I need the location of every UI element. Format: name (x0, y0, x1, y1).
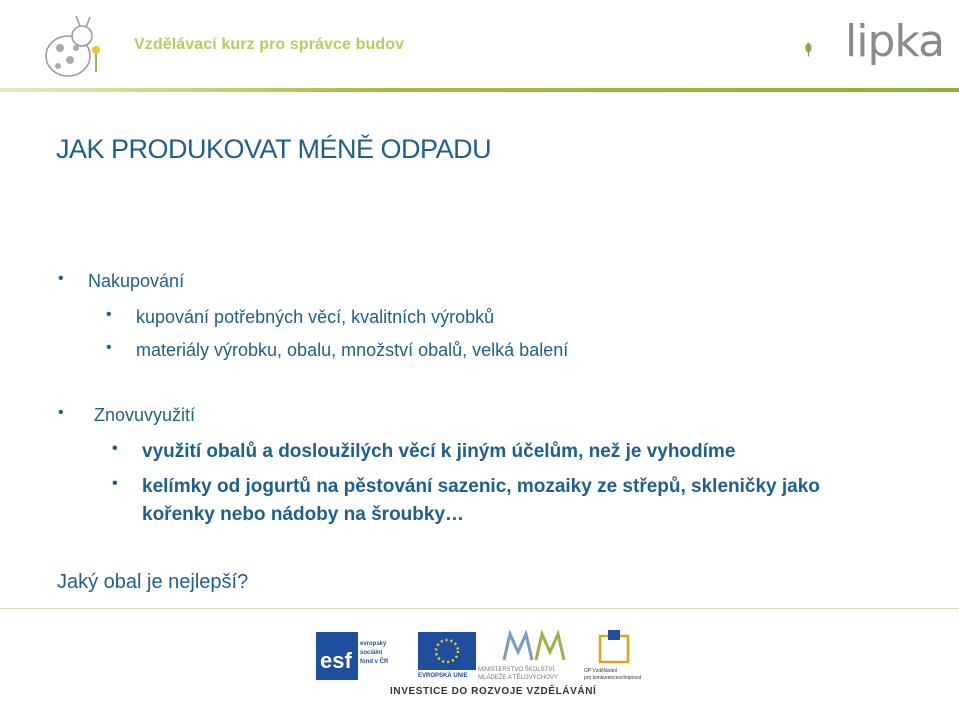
op-label-2: pro konkurenceschopnost (584, 675, 642, 681)
bullet-dot: • (106, 306, 112, 323)
sub-item: využití obalů a dosloužilých věcí k jiným účelům, než je vyhodíme (142, 441, 736, 462)
sub-bullet (112, 440, 736, 463)
msmt-logo-icon (500, 630, 570, 664)
section-heading: Nakupování (88, 271, 185, 291)
op-logo-icon (594, 630, 634, 666)
bullet-dot: • (106, 339, 112, 356)
header-divider (0, 88, 959, 92)
msmt-label-1: MINISTERSTVO ŠKOLSTVÍ, (478, 667, 556, 673)
esf-label-3: fond v ČR (360, 659, 389, 665)
bullet-dot: • (112, 440, 118, 457)
section-heading: Znovuvyužití (94, 405, 196, 425)
msmt-logo (478, 630, 578, 684)
sub-item-continuation (142, 504, 464, 526)
ladybug-mascot-icon (38, 14, 116, 86)
esf-logo: esf evropský sociální fond v ČR (316, 632, 412, 682)
lipka-leaf-logo-icon (803, 22, 843, 76)
sub-item: materiály výrobku, obalu, množství obalů, velká balení (136, 340, 569, 360)
sub-item: kupování potřebných věcí, kvalitních výrobků (136, 307, 495, 327)
footer-divider (0, 608, 959, 609)
bullet-dot: • (112, 475, 118, 492)
sub-bullet (106, 306, 495, 328)
bullet-znovuvyuziti (58, 404, 196, 426)
sub-item: kelímky od jogurtů na pěstování sazenic, mozaiky ze střepů, skleničky jako (142, 476, 820, 497)
eu-label: EVROPSKÁ UNIE (418, 673, 468, 679)
lipka-logo-text: lipka (845, 16, 945, 67)
sub-bullet (106, 339, 569, 361)
esf-label-2: sociální (360, 650, 383, 656)
bullet-dot: • (58, 404, 64, 421)
bullet-dot: • (58, 270, 64, 287)
slide-title: JAK PRODUKOVAT MÉNĚ ODPADU (56, 134, 492, 164)
op-logo (584, 630, 646, 684)
sub-bullet (112, 475, 820, 498)
sub-item: kořenky nebo nádoby na šroubky… (142, 504, 465, 525)
bullet-nakupovani (58, 270, 185, 292)
esf-label-1: evropský (360, 641, 387, 647)
msmt-label-2: MLÁDEŽE A TĚLOVÝCHOVY (478, 675, 558, 681)
course-title: Vzdělávací kurz pro správce budov (134, 36, 405, 53)
eu-logo (418, 632, 476, 682)
question-text: Jaký obal je nejlepší? (57, 571, 249, 593)
op-label-1: OP Vzdělávání (584, 668, 618, 674)
investice-text: INVESTICE DO ROZVOJE VZDĚLÁVÁNÍ (390, 686, 597, 697)
eu-flag-icon (418, 632, 476, 670)
